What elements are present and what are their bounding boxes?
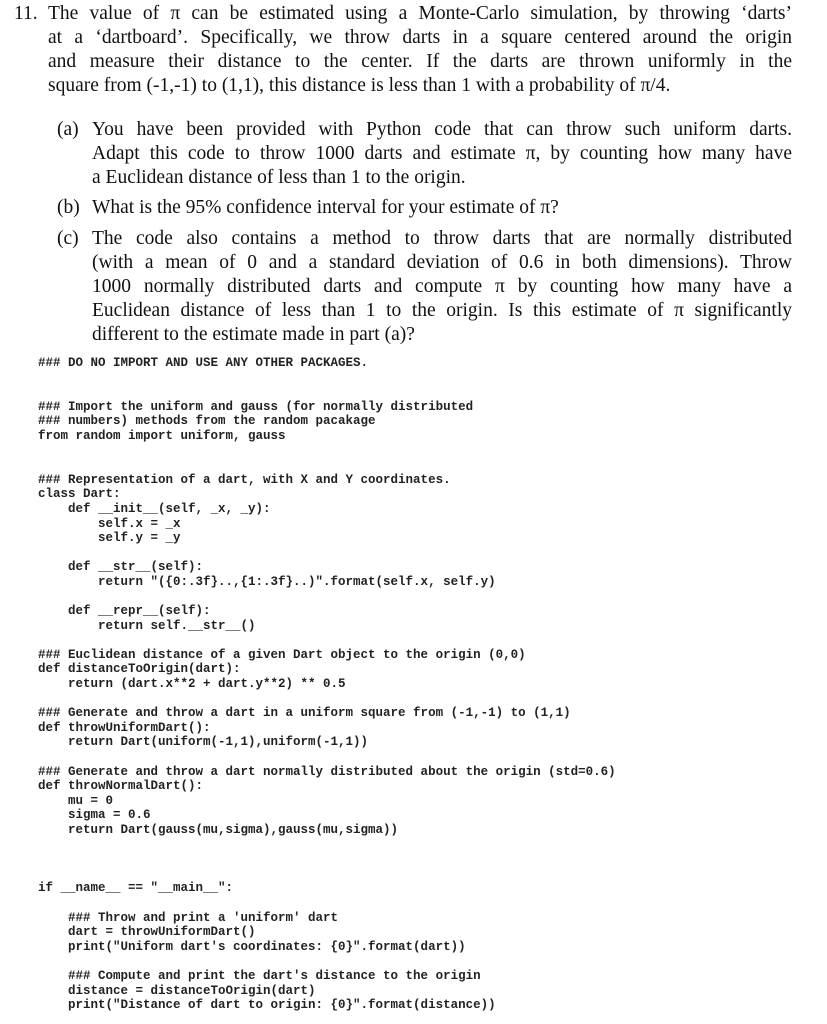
- part-c-line: Euclidean distance of less than 1 to the origin. Is this estimate of π significantly: [92, 300, 792, 321]
- intro-line: and measure their distance to the center. If the darts are thrown uniformly in the: [48, 51, 792, 72]
- part-a-line: a Euclidean distance of less than 1 to the origin.: [92, 167, 466, 188]
- intro-line: at a ‘dartboard’. Specifically, we throw darts in a square centered around the origin: [48, 27, 792, 48]
- part-a-label: (a): [57, 119, 79, 140]
- part-a-line: You have been provided with Python code that can throw such uniform darts.: [92, 119, 792, 140]
- part-c-label: (c): [57, 228, 79, 249]
- part-b-line: What is the 95% confidence interval for your estimate of π?: [92, 197, 559, 218]
- part-c-line: different to the estimate made in part (a)?: [92, 324, 415, 345]
- question-number: 11.: [14, 3, 38, 24]
- python-code-listing: ### DO NO IMPORT AND USE ANY OTHER PACKAGES. ### Import the uniform and gauss (for normally distributed ### numbers) methods from the random pacakage from random import uniform, gauss ### Representation of a dart, with X and Y coordinates. class Dart: def __init__(self, _x, _y): self.x = _x self.y = _y def __str__(self): return "({0:.3f}..,{1:.3f}..)".format(self.x, self.y) def __repr__(self): return self.__str__() ### Euclidean distance of a given Dart object to the origin (0,0) def distanceToOrigin(dart): return (dart.x**2 + dart.y**2) ** 0.5 ### Generate and throw a dart in a uniform square from (-1,-1) to (1,1) def throwUniformDart(): return Dart(uniform(-1,1),uniform(-1,1)) ### Generate and throw a dart normally distributed about the origin (std=0.6) def throwNormalDart(): mu = 0 sigma = 0.6 return Dart(gauss(mu,sigma),gauss(mu,sigma)) if __name__ == "__main__": ### Throw and print a 'uniform' dart dart = throwUniformDart() print("Uniform dart's coordinates: {0}".format(dart)) ### Compute and print the dart's distance to the origin distance = distanceToOrigin(dart) print("Distance of dart to origin: {0}".format(distance)): [38, 356, 616, 1013]
- part-c-line: (with a mean of 0 and a standard deviation of 0.6 in both dimensions). Throw: [92, 252, 792, 273]
- intro-line: The value of π can be estimated using a Monte-Carlo simulation, by throwing ‘darts’: [48, 3, 792, 24]
- part-b-label: (b): [57, 197, 80, 218]
- part-a-line: Adapt this code to throw 1000 darts and estimate π, by counting how many have: [92, 143, 792, 164]
- part-c-line: 1000 normally distributed darts and compute π by counting how many have a: [92, 276, 792, 297]
- intro-line: square from (-1,-1) to (1,1), this distance is less than 1 with a probability of π/4.: [48, 75, 671, 96]
- question-11: [0, 0, 827, 350]
- part-c-line: The code also contains a method to throw darts that are normally distributed: [92, 228, 792, 249]
